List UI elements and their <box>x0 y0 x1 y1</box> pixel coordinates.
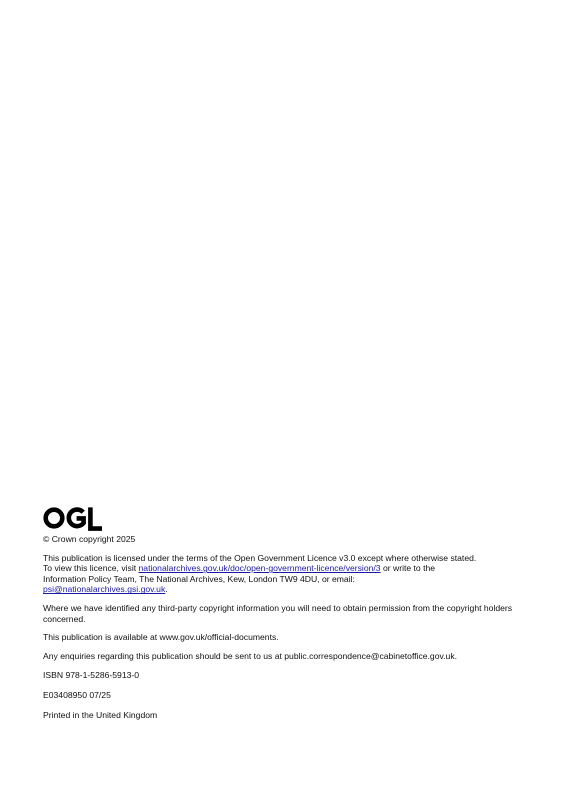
licence-line-2-suffix: or write to the <box>380 563 436 574</box>
copyright-line: © Crown copyright 2025 <box>43 534 136 544</box>
enquiries-paragraph: Any enquiries regarding this publication should be sent to us at public.correspondence@cabinetoffice.gov.uk. <box>43 650 458 661</box>
printed-line: Printed in the United Kingdom <box>43 709 158 720</box>
reference-line: E03408950 07/25 <box>43 689 111 700</box>
licence-link[interactable]: nationalarchives.gov.uk/doc/open-government-licence/version/3 <box>138 563 381 574</box>
availability-paragraph: This publication is available at www.gov.uk/official-documents. <box>43 632 279 643</box>
ogl-logo-icon <box>43 505 103 531</box>
email-suffix: . <box>165 584 168 595</box>
isbn-line: ISBN 978-1-5286-5913-0 <box>43 670 140 681</box>
third-party-paragraph: Where we have identified any third-party copyright information you will need to obtain permission from the copyright holders concerned. <box>43 602 513 624</box>
licence-line-3: Information Policy Team, The National Archives, Kew, London TW9 4DU, or email: <box>43 573 355 584</box>
colophon <box>43 505 533 728</box>
licence-line-1: This publication is licensed under the terms of the Open Government Licence v3.0 except where otherwise stated. <box>43 552 477 563</box>
licence-line-2-prefix: To view this licence, visit <box>43 563 139 574</box>
email-link[interactable]: psi@nationalarchives.gsi.gov.uk <box>43 584 166 595</box>
licence-paragraph <box>43 553 533 595</box>
